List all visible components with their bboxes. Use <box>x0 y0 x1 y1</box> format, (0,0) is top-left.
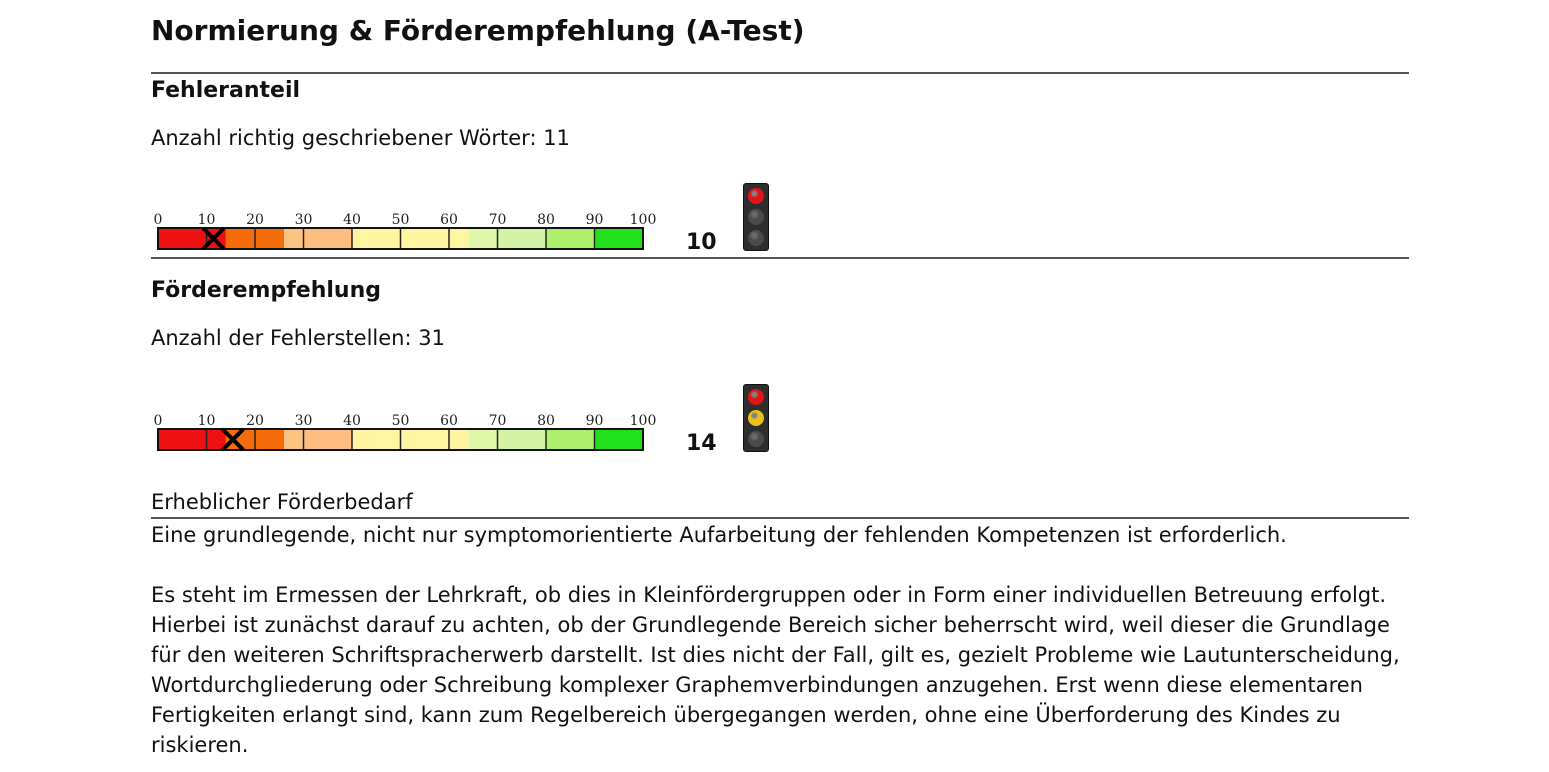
scale-tick-label: 50 <box>391 212 410 228</box>
traffic-light-green-lamp <box>748 431 764 447</box>
scale-tick-label: 30 <box>294 212 313 228</box>
scale-segment <box>449 228 468 249</box>
scale-segment <box>158 228 207 249</box>
scale-segment <box>595 429 644 450</box>
scale-tick-label: 80 <box>537 413 555 429</box>
traffic-light-green-lamp <box>748 230 764 246</box>
scale-tick-label: 10 <box>197 212 216 228</box>
divider-top <box>151 72 1409 74</box>
scale-tick-label: 90 <box>585 212 604 228</box>
scale-tick-label: 90 <box>585 413 604 429</box>
scale-tick-label: 10 <box>197 413 216 429</box>
recommendation-summary: Eine grundlegende, nicht nur symptomorientierte Aufarbeitung der fehlenden Kompetenzen ist erforderlich. <box>151 523 1287 547</box>
scale-segment <box>304 429 353 450</box>
section-heading-fehleranteil: Fehleranteil <box>151 78 301 103</box>
scale-tick-label: 100 <box>629 212 657 228</box>
scale-tick-label: 30 <box>294 413 313 429</box>
traffic-light-icon <box>743 384 769 452</box>
page-title: Normierung & Förderempfehlung (A-Test) <box>151 14 805 47</box>
scale-segment <box>401 429 450 450</box>
scale-segment <box>546 228 595 249</box>
scale-segment <box>546 429 595 450</box>
divider-middle <box>151 257 1409 259</box>
scale-segment <box>498 228 547 249</box>
scale-tick-label: 70 <box>488 212 507 228</box>
traffic-light-icon <box>743 183 769 251</box>
traffic-light-red-lamp <box>748 188 764 204</box>
scale-tick-label: 20 <box>246 413 264 429</box>
scale-tick-label: 40 <box>343 212 361 228</box>
scale-segment <box>595 228 644 249</box>
traffic-light-red-lamp <box>748 389 764 405</box>
scale-tick-label: 60 <box>440 212 458 228</box>
scale-segment <box>304 228 353 249</box>
scale-segment <box>158 429 207 450</box>
traffic-light-yellow-lamp <box>748 209 764 225</box>
recommendation-detail: Es steht im Ermessen der Lehrkraft, ob dies in Kleinfördergruppen oder in Form einer individuellen Betreuung erfolgt. Hierbei ist zunächst darauf zu achten, ob der Grundlegende Bereich sicher beherrscht wird, weil dieser die Grundlage für den weiteren Schriftspracherwerb darstellt. Ist dies nicht der Fall, gilt es, gezielt Probleme wie Lautunterscheidung, Wortdurchgliederung oder Schreibung komplexer Graphemverbindungen anzugehen. Erst wenn diese elementaren Fertigkeiten erlangt sind, kann zum Regelbereich übergegangen werden, ohne eine Überforderung des Kindes zu riskieren. <box>151 583 1400 757</box>
score-foerderempfehlung: 14 <box>686 431 717 456</box>
traffic-light-yellow-lamp <box>748 410 764 426</box>
metric-error-spots: Anzahl der Fehlerstellen: 31 <box>151 326 445 350</box>
scale-segment <box>401 228 450 249</box>
scale-segment <box>226 228 255 249</box>
scale-tick-label: 0 <box>153 212 163 228</box>
norm-scale-foerderempfehlung <box>150 397 675 467</box>
scale-segment <box>352 228 401 249</box>
scale-segment <box>352 429 401 450</box>
scale-tick-label: 50 <box>391 413 410 429</box>
scale-tick-label: 40 <box>343 413 361 429</box>
scale-segment <box>255 429 284 450</box>
recommendation-label: Erheblicher Förderbedarf <box>151 490 413 514</box>
scale-tick-label: 20 <box>246 212 264 228</box>
norm-scale-fehleranteil <box>150 196 675 266</box>
scale-segment <box>468 429 497 450</box>
scale-tick-label: 70 <box>488 413 507 429</box>
scale-tick-label: 0 <box>153 413 163 429</box>
metric-correct-words: Anzahl richtig geschriebener Wörter: 11 <box>151 126 570 150</box>
scale-segment <box>449 429 468 450</box>
divider-recommendation <box>151 517 1409 519</box>
scale-segment <box>284 228 303 249</box>
scale-segment <box>498 429 547 450</box>
scale-segment <box>468 228 497 249</box>
scale-tick-label: 80 <box>537 212 555 228</box>
scale-segment <box>284 429 303 450</box>
scale-tick-label: 100 <box>629 413 657 429</box>
section-heading-foerderempfehlung: Förderempfehlung <box>151 278 381 303</box>
score-fehleranteil: 10 <box>686 230 717 255</box>
scale-segment <box>255 228 284 249</box>
scale-tick-label: 60 <box>440 413 458 429</box>
